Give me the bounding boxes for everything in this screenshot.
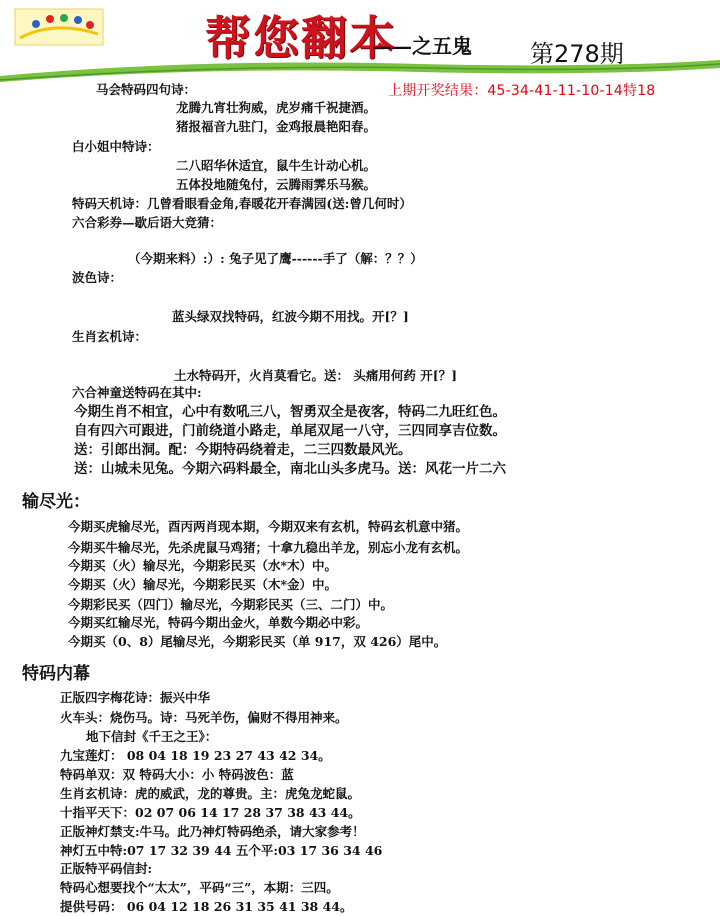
shujin-line-4: 今期买（火）输尽光，今期彩民买（木*金）中。 xyxy=(68,577,338,592)
shujin-line-3: 今期买（火）输尽光，今期彩民买（水*木）中。 xyxy=(68,558,338,573)
huoche-tou: 火车头：烧伤马。诗：马死羊伤，偏财不得用神来。 xyxy=(60,710,348,725)
page-subtitle: ——之五鬼 xyxy=(372,34,472,58)
xiehouyu-line: （今期来料）:）: 兔子见了鹰------手了（解：？？） xyxy=(128,251,423,266)
shentong-line-2: 自有四六可跟进，门前绕道小路走，单尾双尾一八守，三四同享吉位数。 xyxy=(74,423,506,439)
shentong-line-3: 送：引郎出洞。配：今期特码绕着走，二三四数最风光。 xyxy=(74,442,412,458)
shengxiao-xuanji: 生肖玄机诗：虎的威武，龙的尊贵。主：虎兔龙蛇鼠。 xyxy=(60,786,361,801)
bose-poem-line: 蓝头绿双找特码，红波今期不用找。开[？] xyxy=(172,309,409,324)
tema-danshuang: 特码单双：双 特码大小：小 特码波色：蓝 xyxy=(60,767,294,782)
tianji-poem: 特码天机诗：几曾看眼看金角,春暖花开春满园(送:曾几何时） xyxy=(72,196,412,211)
xiehouyu-title: 六合彩券—歇后语大竞猜： xyxy=(72,215,223,230)
tigong-haoma: 提供号码： 06 04 12 18 26 31 35 41 38 44。 xyxy=(60,899,353,914)
neimu-section-title: 特码内幕 xyxy=(22,664,90,684)
shujin-line-2: 今期买牛输尽光，先杀虎鼠马鸡猪；十拿九稳出羊龙，别忘小龙有玄机。 xyxy=(68,540,469,555)
shentong-line-4: 送：山城未见兔。今期六码料最全，南北山头多虎马。送：风花一片二六 xyxy=(74,461,506,477)
issue-number: 第278期 xyxy=(530,40,624,68)
bai-poem-title: 白小姐中特诗： xyxy=(72,139,160,154)
page-title: 帮您翻本 xyxy=(205,11,397,65)
meihua-poem: 正版四字梅花诗：振兴中华 xyxy=(60,690,211,705)
horse-poem-line-1: 龙腾九宵壮狗威，虎岁痛千祝捷酒。 xyxy=(176,100,377,115)
header-swoosh xyxy=(0,58,720,82)
last-result-value: 45-34-41-11-10-14特18 xyxy=(487,83,656,99)
horse-poem-title: 马会特码四句诗： xyxy=(96,82,197,97)
logo-icon xyxy=(14,8,104,46)
shizhi-pingtianxia: 十指平天下：02 07 06 14 17 28 37 38 43 44。 xyxy=(60,805,361,820)
bai-poem-line-2: 五体投地随兔付，云腾雨霁乐马猴。 xyxy=(176,177,377,192)
shujin-line-6: 今期买红输尽光，特码今期出金火，单数今期必中彩。 xyxy=(68,615,369,630)
shujin-line-5: 今期彩民买（四门）输尽光，今期彩民买（三、二门）中。 xyxy=(68,597,394,612)
last-result xyxy=(388,80,655,100)
shendeng-jinzhi: 正版神灯禁支:牛马。此乃神灯特码绝杀，请大家参考！ xyxy=(60,824,365,839)
shujin-line-7: 今期买（0、8）尾输尽光，今期彩民买（单 917，双 426）尾中。 xyxy=(68,634,447,649)
shendeng-wuzhongte: 神灯五中特:07 17 32 39 44 五个平:03 17 36 34 46 xyxy=(60,843,383,858)
last-result-label: 上期开奖结果： xyxy=(388,83,488,99)
horse-poem-line-2: 猪报福音九驻门，金鸡报晨艳阳春。 xyxy=(176,119,377,134)
shentong-line-1: 今期生肖不相宜，心中有数吼三八，智勇双全是夜客，特码二九旺红色。 xyxy=(74,404,506,420)
dixia-xinfeng: 地下信封《千王之王》： xyxy=(86,729,218,744)
shengxiao-poem-title: 生肖玄机诗： xyxy=(72,329,148,344)
shentong-title: 六合神童送特码在其中: xyxy=(72,385,202,400)
shengxiao-poem-line: 土水特码开，火肖莫看它。送： 头痛用何药 开[？] xyxy=(174,368,458,383)
jiubao-liandeng: 九宝莲灯： 08 04 18 19 23 27 43 42 34。 xyxy=(60,748,331,763)
tepingma-xinfeng: 正版特平码信封: xyxy=(60,861,153,876)
tema-xinxiang: 特码心想要找个“太太”，平码“三”，本期：三四。 xyxy=(60,880,339,895)
shujin-line-1: 今期买虎输尽光，酉丙两肖现本期，今期双来有玄机，特码玄机意中猪。 xyxy=(68,519,469,534)
shujin-section-title: 输尽光： xyxy=(22,492,90,512)
bai-poem-line-1: 二八昭华休适宜，鼠牛生计动心机。 xyxy=(176,158,377,173)
bose-poem-title: 波色诗： xyxy=(72,270,123,285)
header xyxy=(0,0,720,82)
